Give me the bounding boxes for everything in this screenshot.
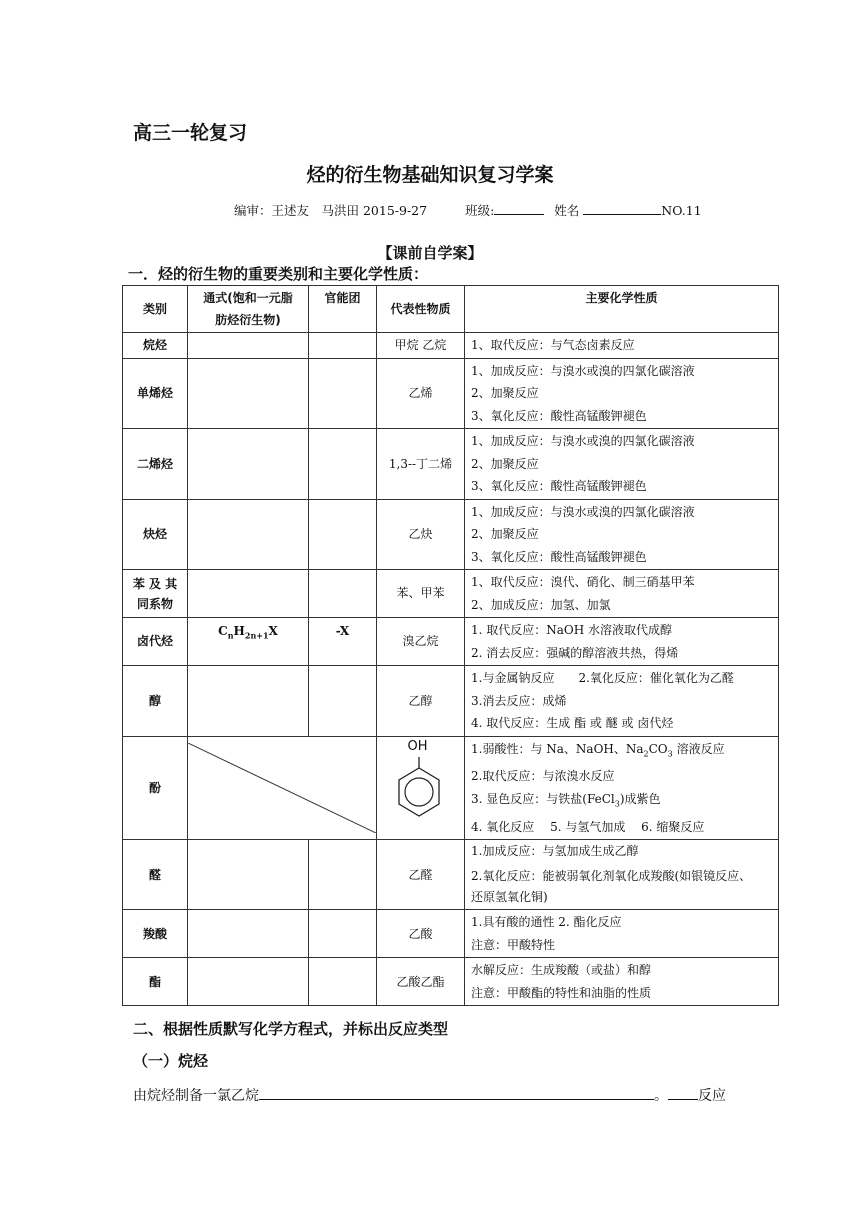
category-cell: 二烯烃 [123, 429, 188, 500]
subsection-alkane: （一）烷烃 [133, 1052, 209, 1070]
meta-line [234, 201, 702, 219]
table-row [123, 333, 779, 359]
name-label: 姓名 [554, 203, 580, 218]
category-cell: 单烯烃 [123, 358, 188, 429]
name-blank[interactable] [583, 202, 661, 215]
category-cell: 酚 [123, 736, 188, 840]
props-cell: 1、加成反应：与溴水或溴的四氯化碳溶液 2、加聚反应 3、氧化反应：酸性高锰酸钾褪色 [465, 429, 779, 500]
category-cell: 醛 [123, 840, 188, 910]
rep-cell: 甲烷 乙烷 [377, 333, 465, 359]
table-row [123, 736, 779, 840]
rep-cell: 乙炔 [377, 499, 465, 570]
table-row [123, 570, 779, 618]
header-rep: 代表性物质 [377, 286, 465, 333]
class-blank[interactable] [494, 202, 544, 215]
section-pre-study: 【课前自学案】 [377, 244, 483, 262]
header-group: 官能团 [309, 286, 377, 333]
header-props: 主要化学性质 [465, 286, 779, 333]
phenol-structure-icon [378, 737, 464, 827]
formula-cell[interactable] [188, 333, 309, 359]
formula-cell[interactable] [188, 570, 309, 618]
formula-cell[interactable] [188, 910, 309, 958]
question-prefix: 由烷烃制备一氯乙烷 [133, 1088, 259, 1104]
props-cell: 1、取代反应：溴代、硝化、制三硝基甲苯 2、加成反应：加氢、加氯 [465, 570, 779, 618]
rep-cell: 乙酸 [377, 910, 465, 958]
rep-cell: 乙酸乙酯 [377, 958, 465, 1006]
formula-cell[interactable] [188, 840, 309, 910]
section-one-title: 一．烃的衍生物的重要类别和主要化学性质： [128, 265, 429, 283]
main-title: 烃的衍生物基础知识复习学案 [306, 164, 554, 186]
rep-cell: 溴乙烷 [377, 618, 465, 666]
table-row [123, 910, 779, 958]
rep-cell [377, 736, 465, 840]
group-cell[interactable] [309, 499, 377, 570]
class-label: 班级: [465, 203, 495, 218]
table-row [123, 958, 779, 1006]
rep-cell: 苯、甲苯 [377, 570, 465, 618]
category-cell: 羧酸 [123, 910, 188, 958]
category-cell: 卤代烃 [123, 618, 188, 666]
props-cell: 1.具有酸的通性 2. 酯化反应 注意：甲酸特性 [465, 910, 779, 958]
rep-cell: 乙烯 [377, 358, 465, 429]
group-cell[interactable] [309, 570, 377, 618]
table-row [123, 840, 779, 910]
editor-info: 编审：王述友 马洪田 2015-9-27 [234, 203, 428, 218]
formula-cell[interactable] [188, 499, 309, 570]
derivatives-table [122, 285, 779, 1006]
formula-cell[interactable] [188, 358, 309, 429]
merged-blank-cell [188, 736, 377, 840]
props-cell: 1、取代反应：与气态卤素反应 [465, 333, 779, 359]
table-row [123, 666, 779, 737]
table-row [123, 618, 779, 666]
category-cell: 苯 及 其 同系物 [123, 570, 188, 618]
question-period: 。 [654, 1088, 668, 1104]
category-cell: 酯 [123, 958, 188, 1006]
table-header-row [123, 286, 779, 333]
table-row [123, 499, 779, 570]
category-cell: 炔烃 [123, 499, 188, 570]
rep-cell: 乙醇 [377, 666, 465, 737]
formula-cell[interactable] [188, 958, 309, 1006]
group-cell[interactable] [309, 666, 377, 737]
diagonal-slash [188, 743, 376, 833]
series-title: 高三一轮复习 [133, 122, 248, 144]
rep-cell: 1,3--丁二烯 [377, 429, 465, 500]
group-cell[interactable] [309, 429, 377, 500]
reaction-type-blank[interactable] [668, 1086, 698, 1100]
group-cell: -X [309, 618, 377, 666]
props-cell: 1、加成反应：与溴水或溴的四氯化碳溶液 2、加聚反应 3、氧化反应：酸性高锰酸钾褪色 [465, 499, 779, 570]
group-cell[interactable] [309, 910, 377, 958]
header-formula: 通式(饱和一元脂 肪烃衍生物) [188, 286, 309, 333]
doc-number: NO.11 [661, 203, 702, 218]
phenol-oh-label: OH [407, 738, 428, 754]
formula-cell[interactable] [188, 666, 309, 737]
props-cell: 1.与金属钠反应 2.氧化反应：催化氧化为乙醛 3.消去反应：成烯 4. 取代反应：生成 酯 或 醚 或 卤代烃 [465, 666, 779, 737]
props-cell: 水解反应：生成羧酸（或盐）和醇 注意：甲酸酯的特性和油脂的性质 [465, 958, 779, 1006]
props-cell: 1.弱酸性：与 Na、NaOH、$Na_2CO_3$ 溶液反应 2.取代反应：与浓溴水反应 3. 显色反应：与铁盐(FeCl$_3$)成紫色 4. 氧化反应 5. 与氢气加成 6. 缩聚反应 [465, 736, 779, 840]
group-cell[interactable] [309, 333, 377, 359]
props-cell: 1. 取代反应：NaOH 水溶液取代成醇 2. 消去反应：强碱的醇溶液共热，得烯 [465, 618, 779, 666]
table-row [123, 429, 779, 500]
question-suffix: 反应 [698, 1088, 726, 1104]
table-row [123, 358, 779, 429]
group-cell[interactable] [309, 840, 377, 910]
header-category: 类别 [123, 286, 188, 333]
formula-cell[interactable] [188, 429, 309, 500]
formula-cell: $C_nH_{2n+1}X$ [188, 618, 309, 666]
category-cell: 醇 [123, 666, 188, 737]
section-two-title: 二、根据性质默写化学方程式，并标出反应类型 [133, 1020, 449, 1038]
rep-cell: 乙醛 [377, 840, 465, 910]
props-cell: 1、加成反应：与溴水或溴的四氯化碳溶液 2、加聚反应 3、氧化反应：酸性高锰酸钾褪色 [465, 358, 779, 429]
equation-blank[interactable] [259, 1086, 654, 1100]
group-cell[interactable] [309, 958, 377, 1006]
group-cell[interactable] [309, 358, 377, 429]
category-cell: 烷烃 [123, 333, 188, 359]
question-line [133, 1085, 726, 1105]
props-cell: 1.加成反应：与氢加成生成乙醇 2.氧化反应：能被弱氧化剂氧化成羧酸(如银镜反应、 还原氢氧化铜) [465, 840, 779, 910]
